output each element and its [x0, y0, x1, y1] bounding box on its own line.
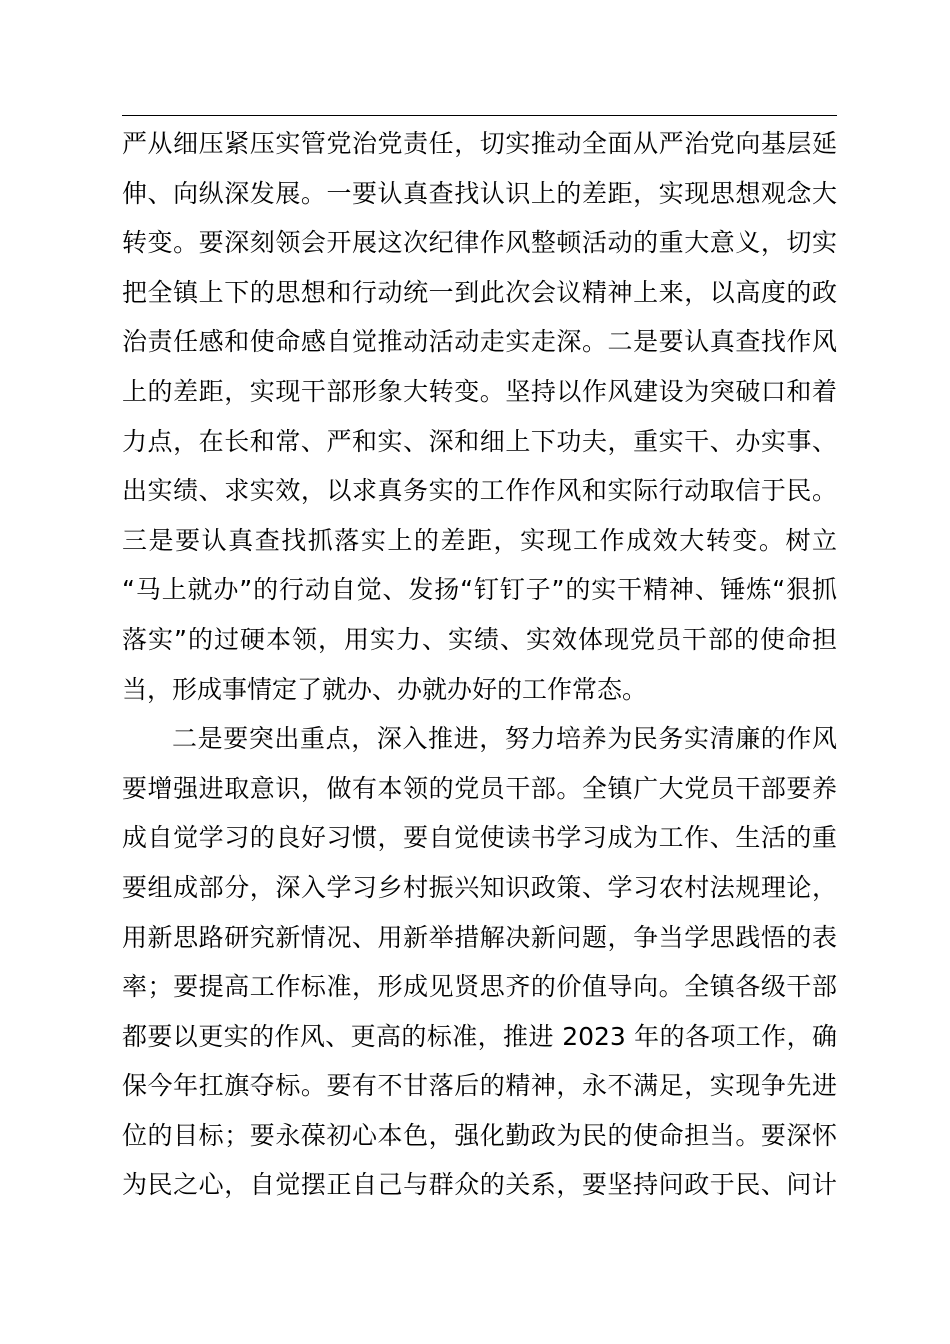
- text-line: 为民之心，自觉摆正自己与群众的关系，要坚持问政于民、问计: [122, 1170, 837, 1200]
- body-text: [122, 119, 837, 1210]
- text-line: 严从细压紧压实管党治党责任，切实推动全面从严治党向基层延: [122, 129, 837, 158]
- text-line: 要组成部分，深入学习乡村振兴知识政策、学习农村法规理论，: [122, 872, 837, 902]
- header-rule: [122, 115, 837, 116]
- text-line: 伸、向纵深发展。一要认真查找认识上的差距，实现思想观念大: [122, 178, 837, 208]
- text-line: 把全镇上下的思想和行动统一到此次会议精神上来，以高度的政: [122, 277, 837, 307]
- text-line: 治责任感和使命感自觉推动活动走实走深。二是要认真查找作风: [122, 327, 837, 357]
- text-line: 当，形成事情定了就办、办就办好的工作常态。: [122, 674, 648, 704]
- text-line: 出实绩、求实效，以求真务实的工作作风和实际行动取信于民。: [122, 476, 837, 506]
- text-line: 率；要提高工作标准，形成见贤思齐的价值导向。全镇各级干部: [122, 972, 837, 1002]
- text-line: “马上就办”的行动自觉、发扬“钉钉子”的实干精神、锤炼“狠抓: [122, 575, 837, 605]
- text-line: 保今年扛旗夺标。要有不甘落后的精神，永不满足，实现争先进: [122, 1071, 837, 1101]
- text-line: 力点，在长和常、严和实、深和细上下功夫，重实干、办实事、: [122, 426, 837, 456]
- text-line: 用新思路研究新情况、用新举措解决新问题，争当学思践悟的表: [122, 922, 837, 952]
- text-line: 位的目标；要永葆初心本色，强化勤政为民的使命担当。要深怀: [122, 1120, 837, 1150]
- text-line: 转变。要深刻领会开展这次纪律作风整顿活动的重大意义，切实: [122, 228, 837, 258]
- text-line: 落实”的过硬本领，用实力、实绩、实效体现党员干部的使命担: [122, 624, 837, 654]
- text-line: 成自觉学习的良好习惯，要自觉使读书学习成为工作、生活的重: [122, 823, 837, 853]
- paragraph-1: [122, 119, 837, 714]
- text-line: 三是要认真查找抓落实上的差距，实现工作成效大转变。树立: [122, 525, 837, 555]
- text-line: 二是要突出重点，深入推进，努力培养为民务实清廉的作风: [172, 724, 837, 754]
- text-line: 都要以更实的作风、更高的标准，推进 2023 年的各项工作，确: [122, 1021, 837, 1051]
- text-line: 要增强进取意识，做有本领的党员干部。全镇广大党员干部要养: [122, 773, 837, 803]
- text-line: 上的差距，实现干部形象大转变。坚持以作风建设为突破口和着: [122, 376, 837, 406]
- paragraph-2: [122, 714, 837, 1210]
